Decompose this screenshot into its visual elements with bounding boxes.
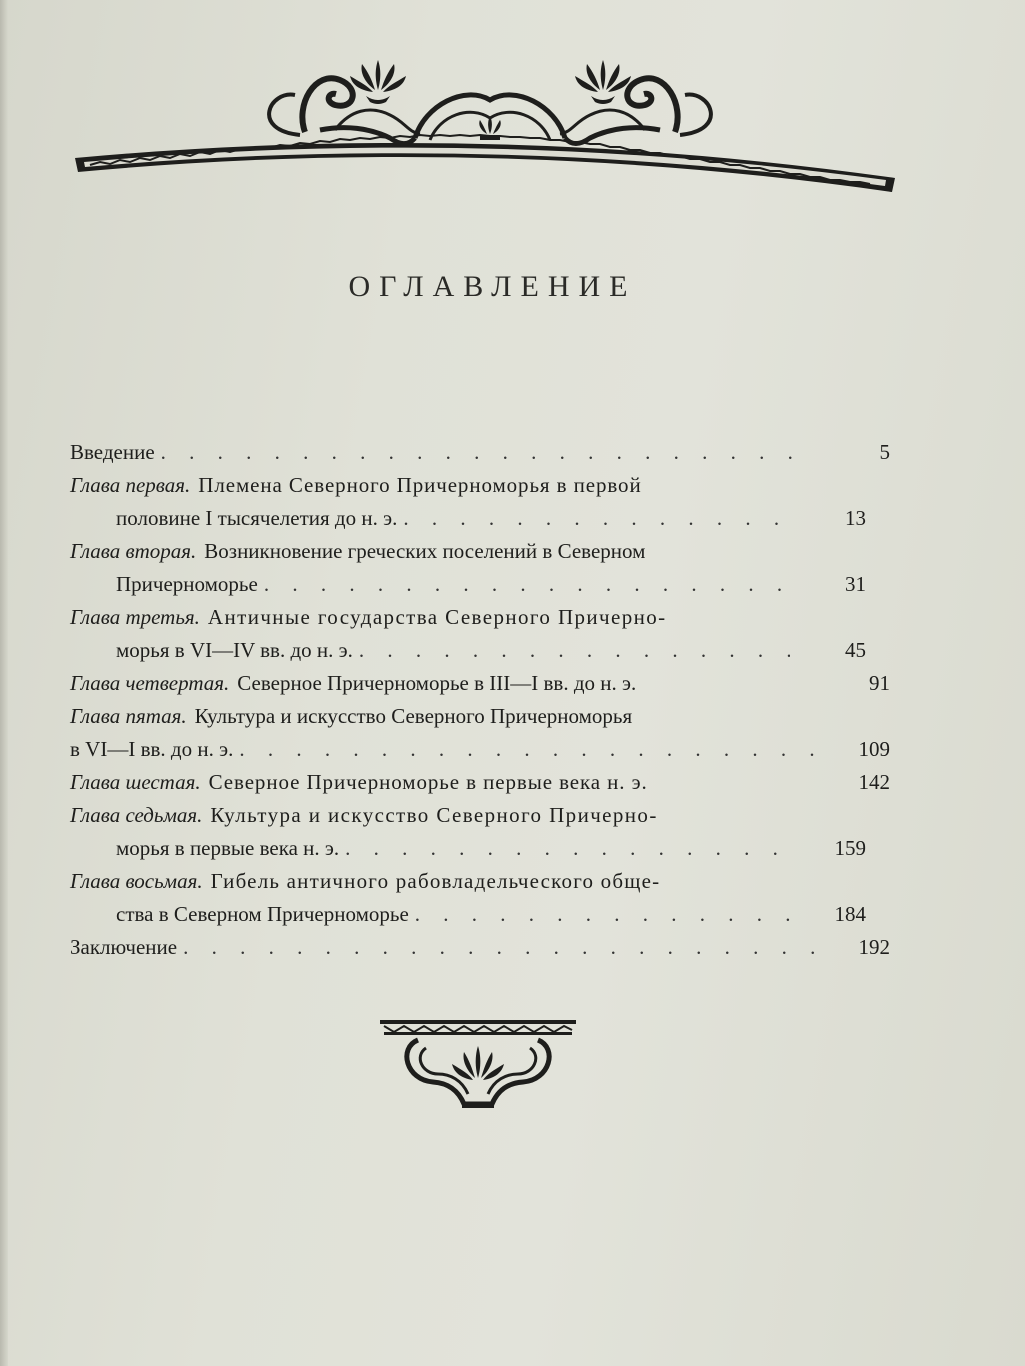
dot-leader [359, 634, 790, 667]
entry-text: Северное Причерноморье в первые века н. э. [208, 770, 648, 794]
dot-leader [239, 733, 814, 766]
entry-text-continued: ства в Северном Причерноморье [116, 902, 409, 926]
toc-entry-conclusion[interactable] [70, 931, 890, 964]
page-number: 142 [858, 770, 890, 794]
entry-text-continued: половине I тысячелетия до н. э. [116, 506, 398, 530]
page-title: ОГЛАВЛЕНИЕ [348, 270, 637, 303]
entry-text: Введение [70, 440, 155, 464]
dot-leader [415, 898, 790, 931]
page-number: 13 [845, 506, 866, 530]
chapter-label: Глава пятая. [70, 704, 187, 728]
entry-text-continued: в VI—I вв. до н. э. [70, 737, 234, 761]
page-number: 45 [845, 638, 866, 662]
page-edge [0, 0, 8, 1366]
dot-leader [161, 436, 814, 469]
table-of-contents [70, 436, 890, 964]
chapter-label: Глава первая. [70, 473, 191, 497]
entry-text: Северное Причерноморье в III—I вв. до н. э. [237, 671, 637, 695]
toc-entry-chapter-8[interactable] [70, 865, 890, 931]
toc-entry-chapter-5[interactable] [70, 700, 890, 766]
toc-entry-chapter-2[interactable] [70, 535, 890, 601]
dot-leader [345, 832, 790, 865]
dot-leader [403, 502, 790, 535]
page-number: 5 [879, 440, 890, 464]
chapter-label: Глава третья. [70, 605, 200, 629]
entry-text: Культура и искусство Северного Причерноморья [194, 704, 633, 728]
entry-text: Античные государства Северного Причерно- [207, 605, 667, 629]
bottom-ornament-icon [378, 1018, 578, 1110]
entry-text-continued: Причерноморье [116, 572, 258, 596]
page-number: 159 [834, 836, 866, 860]
dot-leader [264, 568, 790, 601]
toc-entry-introduction[interactable] [70, 436, 890, 469]
toc-entry-chapter-7[interactable] [70, 799, 890, 865]
chapter-label: Глава вторая. [70, 539, 197, 563]
toc-entry-chapter-6[interactable] [70, 766, 890, 799]
chapter-label: Глава четвертая. [70, 671, 230, 695]
entry-text: Культура и искусство Северного Причерно- [210, 803, 658, 827]
dot-leader [183, 931, 814, 964]
toc-entry-chapter-3[interactable] [70, 601, 890, 667]
page-number: 31 [845, 572, 866, 596]
chapter-label: Глава седьмая. [70, 803, 203, 827]
page-number: 109 [858, 737, 890, 761]
toc-entry-chapter-1[interactable] [70, 469, 890, 535]
entry-text: Гибель античного рабовладельческого обще- [210, 869, 661, 893]
toc-entry-chapter-4[interactable] [70, 667, 890, 700]
entry-text: Заключение [70, 935, 178, 959]
chapter-label: Глава восьмая. [70, 869, 203, 893]
entry-text-continued: морья в первые века н. э. [116, 836, 340, 860]
page-number: 91 [869, 671, 890, 695]
entry-text-continued: морья в VI—IV вв. до н. э. [116, 638, 353, 662]
top-ornament-icon [70, 50, 900, 210]
entry-text: Возникновение греческих поселений в Северном [204, 539, 646, 563]
page-number: 192 [858, 935, 890, 959]
page-number: 184 [834, 902, 866, 926]
entry-text: Племена Северного Причерноморья в первой [198, 473, 642, 497]
chapter-label: Глава шестая. [70, 770, 201, 794]
